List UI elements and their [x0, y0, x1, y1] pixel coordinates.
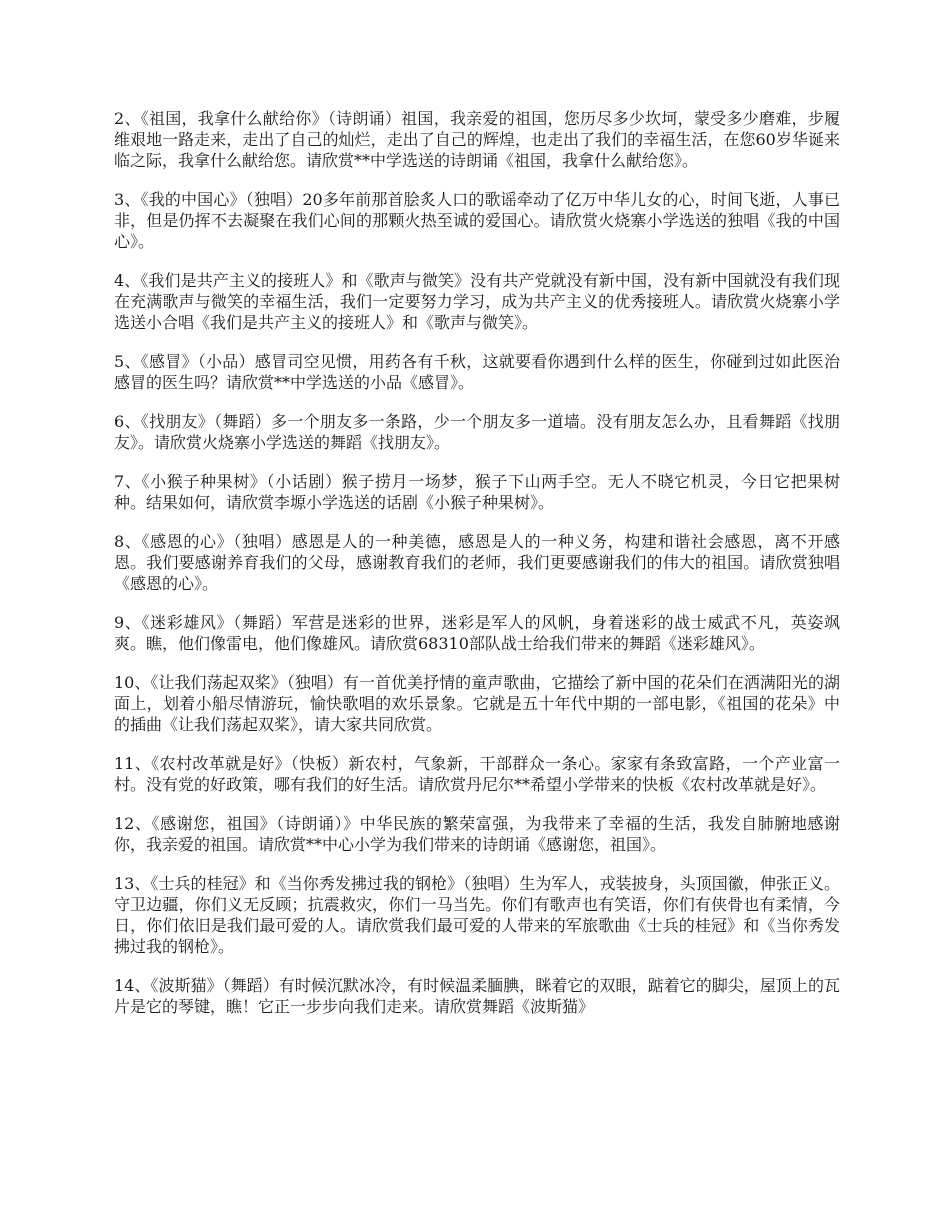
program-item-14: 14、《波斯猫》（舞蹈）有时候沉默冰冷，有时候温柔腼腆，眯着它的双眼，踮着它的脚尖，屋顶上的瓦片是它的琴键，瞧！它正一步步向我们走来。请欣赏舞蹈《波斯猫》 [114, 976, 840, 1016]
program-item-13: 13、《士兵的桂冠》和《当你秀发拂过我的钢枪》（独唱）生为军人，戎装披身，头顶国徽，伸张正义。守卫边疆，你们义无反顾；抗震救灾，你们一马当先。你们有歌声也有笑语，你们有侠骨也有柔情，今日，你们依旧是我们最可爱的人。请欣赏我们最可爱的人带来的军旅歌曲《士兵的桂冠》和《当你秀发拂过我的钢枪》。 [114, 874, 840, 956]
program-item-12: 12、《感谢您，祖国》（诗朗诵）》中华民族的繁荣富强，为我带来了幸福的生活，我发自肺腑地感谢你，我亲爱的祖国。请欣赏**中心小学为我们带来的诗朗诵《感谢您，祖国》。 [114, 814, 840, 854]
program-item-10: 10、《让我们荡起双桨》（独唱）有一首优美抒情的童声歌曲，它描绘了新中国的花朵们在洒满阳光的湖面上，划着小船尽情游玩，愉快歌唱的欢乐景象。它就是五十年代中期的一部电影，《祖国的花朵》中的插曲《让我们荡起双桨》，请大家共同欣赏。 [114, 673, 840, 734]
program-item-3: 3、《我的中国心》（独唱）20多年前那首脍炙人口的歌谣牵动了亿万中华儿女的心，时间飞逝，人事已非，但是仍挥不去凝聚在我们心间的那颗火热至诚的爱国心。请欣赏火烧寨小学选送的独唱《我的中国心》。 [114, 190, 840, 251]
program-item-6: 6、《找朋友》（舞蹈）多一个朋友多一条路，少一个朋友多一道墙。没有朋友怎么办，且看舞蹈《找朋友》。请欣赏火烧寨小学选送的舞蹈《找朋友》。 [114, 412, 840, 452]
program-item-5: 5、《感冒》（小品）感冒司空见惯，用药各有千秋，这就要看你遇到什么样的医生，你碰到过如此医治感冒的医生吗？请欣赏**中学选送的小品《感冒》。 [114, 352, 840, 392]
program-item-11: 11、《农村改革就是好》（快板）新农村，气象新，干部群众一条心。家家有条致富路，一个产业富一村。没有党的好政策，哪有我们的好生活。请欣赏丹尼尔**希望小学带来的快板《农村改革就是好》。 [114, 754, 840, 794]
program-item-8: 8、《感恩的心》（独唱）感恩是人的一种美德，感恩是人的一种义务，构建和谐社会感恩，离不开感恩。我们要感谢养育我们的父母，感谢教育我们的老师，我们更要感谢我们的伟大的祖国。请欣赏独唱《感恩的心》。 [114, 532, 840, 593]
program-item-4: 4、《我们是共产主义的接班人》和《歌声与微笑》没有共产党就没有新中国，没有新中国就没有我们现在充满歌声与微笑的幸福生活，我们一定要努力学习，成为共产主义的优秀接班人。请欣赏火烧寨小学选送小合唱《我们是共产主义的接班人》和《歌声与微笑》。 [114, 271, 840, 332]
program-item-7: 7、《小猴子种果树》（小话剧）猴子捞月一场梦，猴子下山两手空。无人不晓它机灵，今日它把果树种。结果如何，请欣赏李塬小学选送的话剧《小猴子种果树》。 [114, 472, 840, 512]
program-item-9: 9、《迷彩雄风》（舞蹈）军营是迷彩的世界，迷彩是军人的风帆，身着迷彩的战士威武不凡，英姿飒爽。瞧，他们像雷电，他们像雄风。请欣赏68310部队战士给我们带来的舞蹈《迷彩雄风》。 [114, 613, 840, 653]
program-item-2: 2、《祖国，我拿什么献给你》（诗朗诵）祖国，我亲爱的祖国，您历尽多少坎坷，蒙受多少磨难，步履维艰地一路走来，走出了自己的灿烂，走出了自己的辉煌，也走出了我们的幸福生活，在您60岁华诞来临之际，我拿什么献给您。请欣赏**中学选送的诗朗诵《祖国，我拿什么献给您》。 [114, 109, 840, 170]
document-page [114, 108, 840, 1035]
